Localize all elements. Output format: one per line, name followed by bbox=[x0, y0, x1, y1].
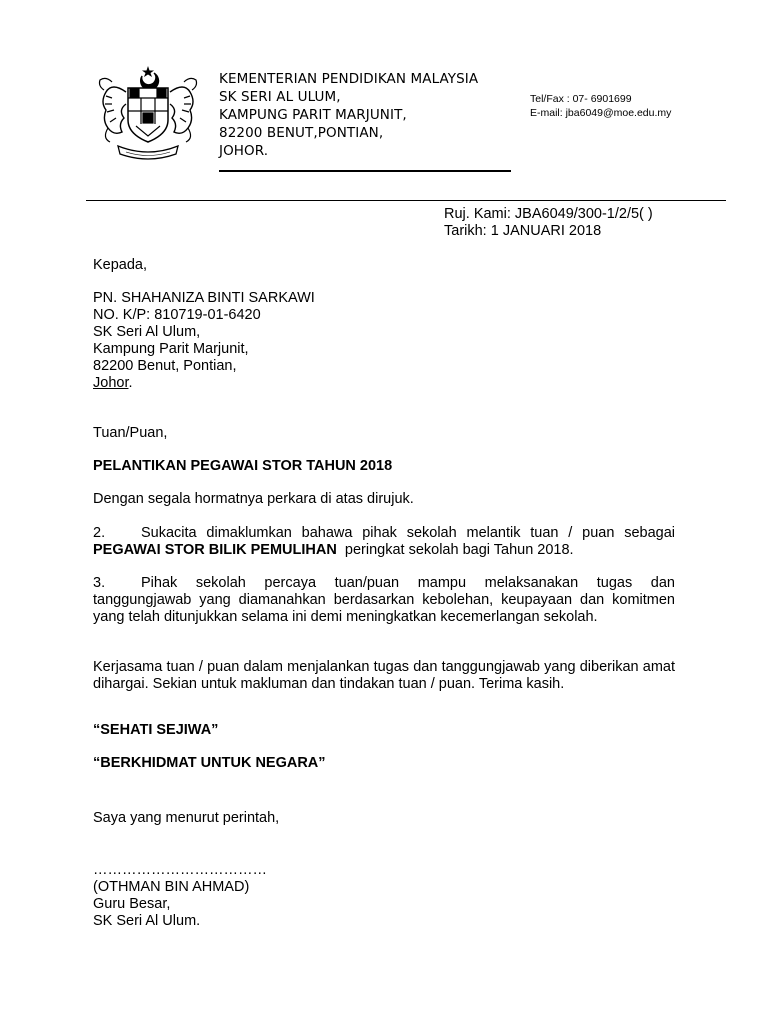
signatory-school: SK Seri Al Ulum. bbox=[93, 913, 201, 929]
recipient-state: Johor bbox=[93, 375, 129, 391]
address-line: KAMPUNG PARIT MARJUNIT, bbox=[219, 107, 407, 123]
email-text: E-mail: jba6049@moe.edu.my bbox=[530, 107, 672, 119]
appointment-position: PEGAWAI STOR BILIK PEMULIHAN bbox=[93, 542, 337, 558]
signatory-name: (OTHMAN BIN AHMAD) bbox=[93, 879, 250, 895]
reference-block bbox=[444, 206, 653, 240]
recipient-state-line: Johor. bbox=[93, 375, 133, 391]
address-line: JOHOR. bbox=[219, 143, 269, 159]
closing-line: Saya yang menurut perintah, bbox=[93, 810, 280, 826]
recipient-greeting: Kepada, bbox=[93, 257, 148, 273]
letter-subject: PELANTIKAN PEGAWAI STOR TAHUN 2018 bbox=[93, 458, 393, 474]
recipient-address-line: 82200 Benut, Pontian, bbox=[93, 358, 237, 374]
coat-of-arms-logo bbox=[92, 62, 204, 162]
signature-dots: ……………………………… bbox=[93, 862, 267, 878]
paragraph-4: Kerjasama tuan / puan dalam menjalankan tugas dan tanggungjawab yang diberikan amat dihargai. Sekian untuk makluman dan tindakan tuan / puan. Terima kasih. bbox=[93, 659, 675, 692]
motto-berkhidmat: “BERKHIDMAT UNTUK NEGARA” bbox=[93, 755, 326, 771]
header-divider bbox=[86, 200, 726, 201]
salutation: Tuan/Puan, bbox=[93, 425, 168, 441]
paragraph-2: 2. Sukacita dimaklumkan bahawa pihak sekolah melantik tuan / puan sebagai PEGAWAI STOR BILIK PEMULIHAN peringkat sekolah bagi Tahun 2018. bbox=[93, 525, 675, 558]
recipient-address-line: SK Seri Al Ulum, bbox=[93, 324, 201, 340]
letterhead-underline bbox=[219, 170, 511, 172]
recipient-ic: NO. K/P: 810719-01-6420 bbox=[93, 307, 261, 323]
recipient-block bbox=[93, 290, 675, 392]
paragraph-1: Dengan segala hormatnya perkara di atas dirujuk. bbox=[93, 491, 414, 507]
contact-info bbox=[530, 92, 671, 120]
letterhead-address bbox=[219, 70, 478, 160]
reference-number: Ruj. Kami: JBA6049/300-1/2/5( ) bbox=[444, 206, 653, 222]
recipient-name: PN. SHAHANIZA BINTI SARKAWI bbox=[93, 290, 315, 306]
paragraph-3: 3. Pihak sekolah percaya tuan/puan mampu melaksanakan tugas dan tanggungjawab yang diamanahkan berdasarkan kebolehan, keupayaan dan komitmen yang telah ditunjukkan selama ini demi meningkatkan kecemerlangan sekolah. bbox=[93, 575, 675, 625]
recipient-address-line: Kampung Parit Marjunit, bbox=[93, 341, 249, 357]
address-line: 82200 BENUT,PONTIAN, bbox=[219, 125, 384, 141]
signatory-title: Guru Besar, bbox=[93, 896, 171, 912]
school-name: SK SERI AL ULUM, bbox=[219, 89, 341, 105]
signature-block bbox=[93, 862, 675, 930]
telfax-text: Tel/Fax : 07- 6901699 bbox=[530, 93, 632, 105]
letter-date: Tarikh: 1 JANUARI 2018 bbox=[444, 223, 602, 239]
motto-sehati-sejiwa: “SEHATI SEJIWA” bbox=[93, 722, 219, 738]
ministry-name: KEMENTERIAN PENDIDIKAN MALAYSIA bbox=[219, 71, 479, 87]
